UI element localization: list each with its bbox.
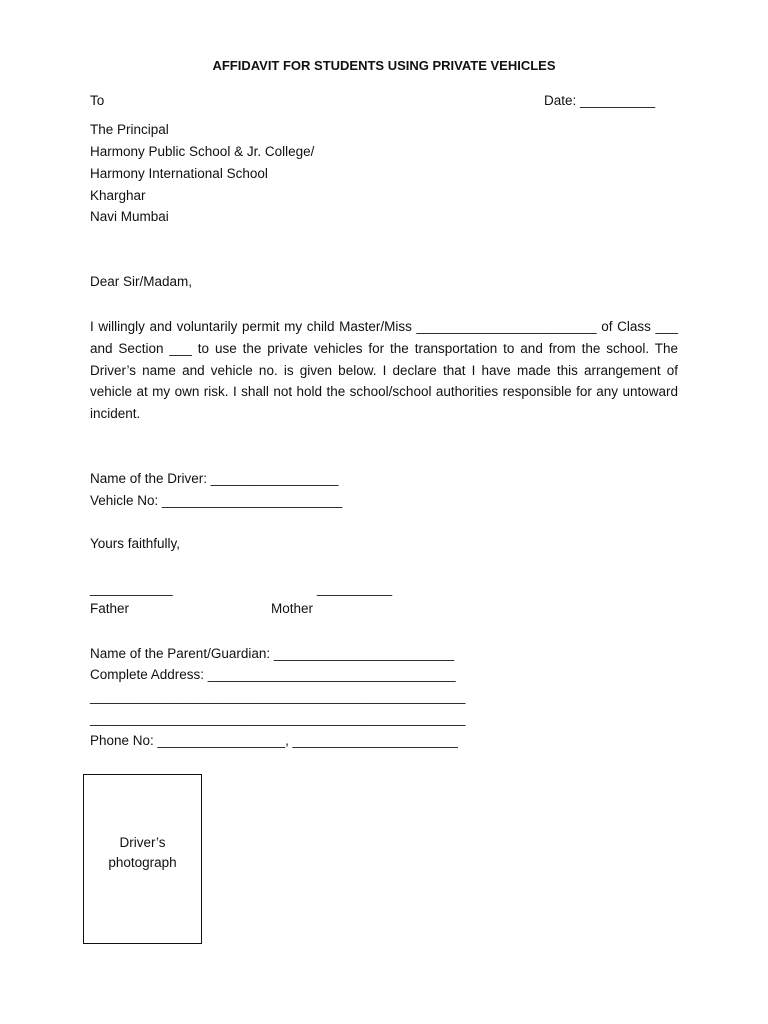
address-blank-line: __________________________________________________ (90, 689, 466, 704)
photo-label-line: photograph (108, 855, 177, 870)
address-line: Navi Mumbai (90, 209, 169, 224)
photo-label-line: Driver’s (119, 835, 166, 850)
address-blank-line: __________________________________________________ (90, 711, 466, 726)
to-label: To (90, 93, 105, 108)
salutation: Dear Sir/Madam, (90, 274, 193, 289)
photo-label (84, 833, 201, 873)
date-field: Date: __________ (544, 93, 656, 108)
father-label: Father (90, 601, 130, 616)
driver-name-field: Name of the Driver: _________________ (90, 471, 339, 486)
closing: Yours faithfully, (90, 536, 181, 551)
phone-field: Phone No: _________________, ______________________ (90, 733, 458, 748)
body-paragraph: I willingly and voluntarily permit my child Master/Miss ________________________ of Class ___ and Section ___ to use the private vehicles for the transportation to and from the school. The Driver’s name and vehicle no. is given below. I declare that I have made this arrangement of vehicle at my own risk. I shall not hold the school/school authorities responsible for any untoward incident. (90, 319, 678, 422)
mother-signature-line: __________ (317, 581, 393, 596)
complete-address-field: Complete Address: _________________________________ (90, 667, 456, 682)
address-line: Harmony Public School & Jr. College/ (90, 144, 315, 159)
address-line: The Principal (90, 122, 169, 137)
address-line: Kharghar (90, 188, 146, 203)
document-title: AFFIDAVIT FOR STUDENTS USING PRIVATE VEHICLES (212, 58, 556, 73)
mother-label: Mother (271, 601, 314, 616)
vehicle-number-field: Vehicle No: ________________________ (90, 493, 343, 508)
parent-name-field: Name of the Parent/Guardian: ________________________ (90, 646, 455, 661)
driver-photograph-box (83, 774, 202, 944)
father-signature-line: ___________ (90, 581, 173, 596)
address-line: Harmony International School (90, 166, 268, 181)
